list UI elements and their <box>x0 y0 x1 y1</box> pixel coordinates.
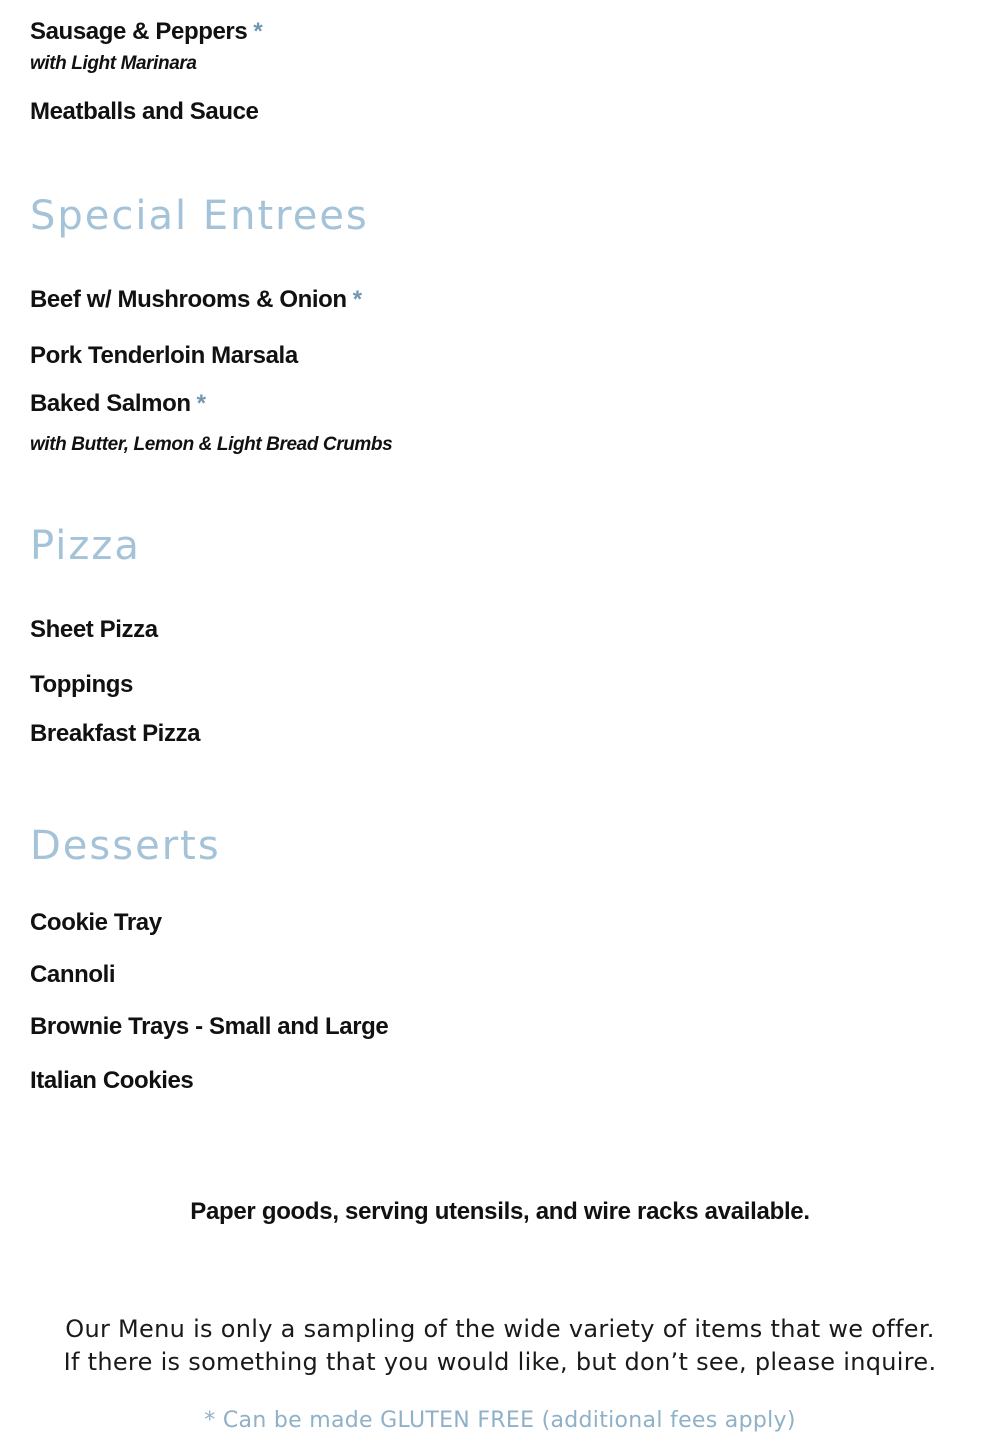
menu-item-brownie-trays: Brownie Trays - Small and Large <box>30 1013 389 1040</box>
menu-item-cannoli: Cannoli <box>30 961 116 988</box>
menu-item-sheet-pizza: Sheet Pizza <box>30 616 158 643</box>
sampling-note-line2: If there is something that you would like, but don’t see, please inquire. <box>63 1348 937 1376</box>
gluten-free-marker: * <box>253 18 263 45</box>
menu-item-toppings: Toppings <box>30 671 133 698</box>
menu-item-cookie-tray: Cookie Tray <box>30 909 162 936</box>
sampling-note-line1: Our Menu is only a sampling of the wide variety of items that we offer. <box>65 1315 935 1343</box>
supplies-note: Paper goods, serving utensils, and wire racks available. <box>190 1198 810 1225</box>
item-name: Meatballs and Sauce <box>30 98 259 125</box>
item-name: Beef w/ Mushrooms & Onion <box>30 286 347 313</box>
gluten-free-marker: * <box>196 390 206 417</box>
menu-item-pork <box>30 342 298 370</box>
item-name: Sausage & Peppers <box>30 18 248 45</box>
menu-item-salmon <box>30 390 206 418</box>
item-description: with Light Marinara <box>30 53 197 74</box>
section-heading-pizza: Pizza <box>30 523 141 569</box>
section-heading-special-entrees: Special Entrees <box>30 193 369 239</box>
menu-item-italian-cookies: Italian Cookies <box>30 1067 194 1094</box>
section-heading-desserts: Desserts <box>30 823 221 869</box>
item-name: Baked Salmon <box>30 390 191 417</box>
item-description: with Butter, Lemon & Light Bread Crumbs <box>30 434 393 455</box>
menu-item-beef <box>30 286 362 314</box>
menu-item-breakfast-pizza: Breakfast Pizza <box>30 720 201 747</box>
menu-item-sausage-peppers <box>30 18 262 46</box>
item-name: Pork Tenderloin Marsala <box>30 342 298 369</box>
gluten-free-note: * Can be made GLUTEN FREE (additional fees apply) <box>204 1408 796 1433</box>
menu-item-meatballs <box>30 98 259 126</box>
gluten-free-marker: * <box>352 286 362 313</box>
